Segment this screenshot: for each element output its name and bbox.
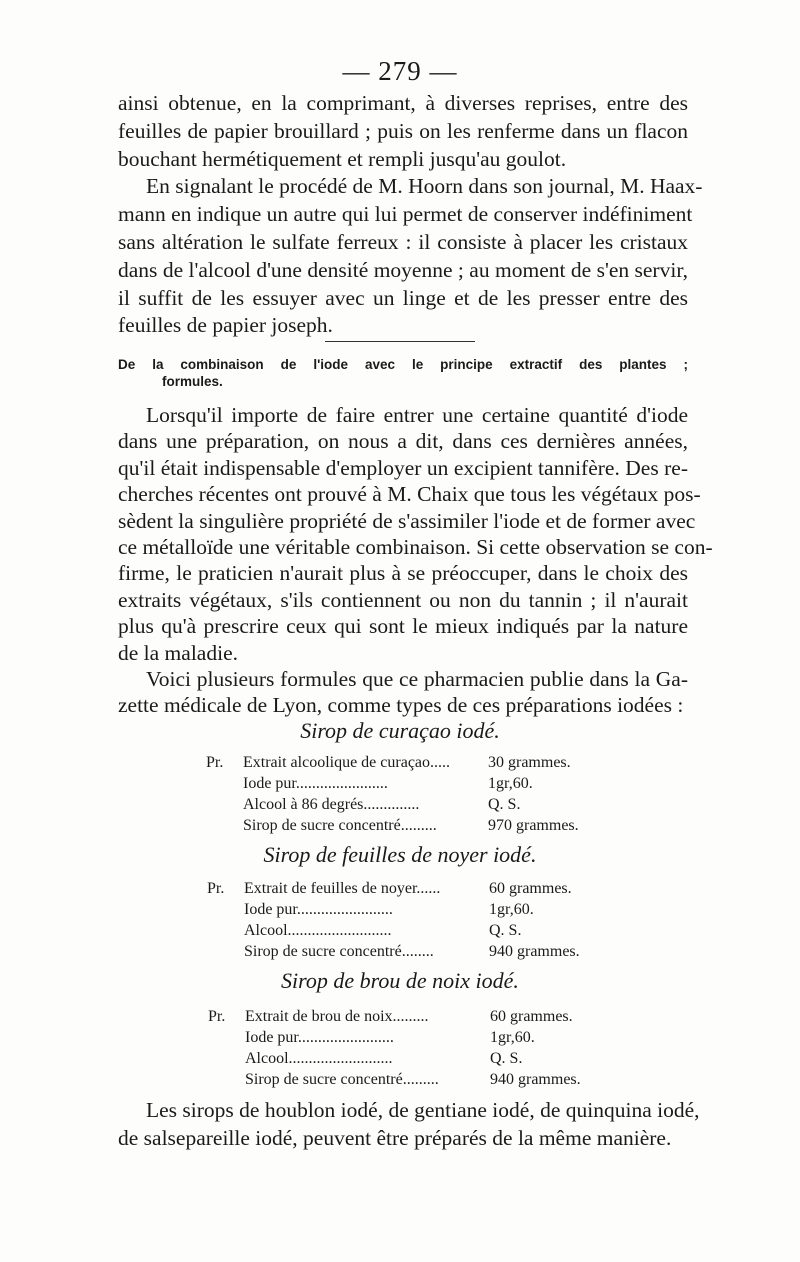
recipe-pr: Pr. (206, 754, 224, 771)
ingredient-qty: 940 grammes. (490, 1071, 581, 1088)
text-line: Voici plusieurs formules que ce pharmacien publie dans la Ga- (146, 666, 688, 691)
recipe-title: Sirop de curaçao iodé. (300, 718, 500, 743)
ingredient-qty: 30 grammes. (488, 754, 571, 771)
text-line: Les sirops de houblon iodé, de gentiane iodé, de quinquina iodé, (146, 1098, 700, 1122)
ingredient-qty: Q. S. (489, 922, 522, 939)
ingredient-name: Extrait de brou de noix......... (245, 1008, 429, 1025)
text-line: feuilles de papier brouillard ; puis on les renferme dans un flacon (118, 118, 688, 143)
closing-paragraph (118, 1096, 700, 1152)
ingredient-name: Iode pur....................... (243, 775, 388, 792)
ingredient-name: Extrait alcoolique de curaçao..... (243, 754, 451, 771)
paragraph-iode (118, 402, 713, 719)
ingredient-qty: 1gr,60. (490, 1029, 535, 1046)
text-line: zette médicale de Lyon, comme types de ces préparations iodées : (118, 693, 684, 718)
ingredient-name: Sirop de sucre concentré......... (243, 817, 437, 834)
section-heading-line: formules. (162, 374, 223, 389)
text-line: ce métalloïde une véritable combinaison. Si cette observation se con- (118, 534, 713, 559)
recipe-curacao (206, 752, 579, 836)
ingredient-qty: 60 grammes. (490, 1008, 573, 1025)
text-line: firme, le praticien n'aurait plus à se préoccuper, dans le choix des (118, 561, 688, 586)
recipe-title: Sirop de feuilles de noyer iodé. (263, 842, 537, 867)
ingredient-name: Sirop de sucre concentré......... (245, 1071, 439, 1088)
text-line: sèdent la singulière propriété de s'assimiler l'iode et de former avec (118, 508, 696, 533)
text-line: plus qu'à prescrire ceux qui sont le mieux indiqués par la nature (118, 614, 688, 639)
section-heading (118, 356, 688, 390)
section-heading-line: De la combinaison de l'iode avec le principe extractif des plantes ; (118, 357, 688, 372)
ingredient-qty: 1gr,60. (489, 901, 534, 918)
text-line: dans une préparation, on nous a dit, dans ces dernières années, (118, 429, 688, 454)
text-line: bouchant hermétiquement et rempli jusqu'au goulot. (118, 146, 567, 171)
paragraph-sulfate (118, 90, 703, 340)
ingredient-qty: 940 grammes. (489, 943, 580, 960)
ingredient-qty: 60 grammes. (489, 880, 572, 897)
recipe-brou-de-noix (208, 1006, 581, 1090)
ingredient-name: Extrait de feuilles de noyer...... (244, 880, 441, 897)
text-line: ainsi obtenue, en la comprimant, à diverses reprises, entre des (118, 91, 688, 115)
text-line: En signalant le procédé de M. Hoorn dans son journal, M. Haax- (146, 174, 703, 199)
text-line: feuilles de papier joseph. (118, 313, 333, 338)
text-line: qu'il était indispensable d'employer un excipient tannifère. Des re- (118, 455, 688, 480)
text-line: sans altération le sulfate ferreux : il consiste à placer les cristaux (118, 229, 688, 254)
recipe-pr: Pr. (208, 1008, 226, 1025)
ingredient-qty: 1gr,60. (488, 775, 533, 792)
ingredient-qty: Q. S. (490, 1050, 523, 1067)
ingredient-qty: 970 grammes. (488, 817, 579, 834)
text-line: dans de l'alcool d'une densité moyenne ; au moment de s'en servir, (118, 257, 688, 282)
page-number: — 279 — (342, 56, 458, 86)
text-line: extraits végétaux, s'ils contiennent ou non du tannin ; il n'aurait (118, 587, 688, 612)
text-line: mann en indique un autre qui lui permet de conserver indéfiniment (118, 202, 693, 227)
text-line: cherches récentes ont prouvé à M. Chaix que tous les végétaux pos- (118, 482, 701, 507)
ingredient-qty: Q. S. (488, 796, 521, 813)
ingredient-name: Alcool à 86 degrés.............. (243, 796, 420, 813)
ingredient-name: Iode pur........................ (244, 901, 393, 918)
section-divider (325, 341, 475, 342)
ingredient-name: Sirop de sucre concentré........ (244, 943, 434, 960)
ingredient-name: Iode pur........................ (245, 1029, 394, 1046)
recipe-noyer (207, 878, 580, 962)
text-line: Lorsqu'il importe de faire entrer une certaine quantité d'iode (146, 403, 688, 427)
ingredient-name: Alcool.......................... (244, 922, 392, 939)
recipe-pr: Pr. (207, 880, 225, 897)
recipe-title: Sirop de brou de noix iodé. (281, 968, 519, 993)
text-line: de la maladie. (118, 640, 238, 665)
text-line: il suffit de les essuyer avec un linge et de les presser entre des (118, 285, 688, 310)
ingredient-name: Alcool.......................... (245, 1050, 393, 1067)
text-line: de salsepareille iodé, peuvent être préparés de la même manière. (118, 1125, 672, 1150)
